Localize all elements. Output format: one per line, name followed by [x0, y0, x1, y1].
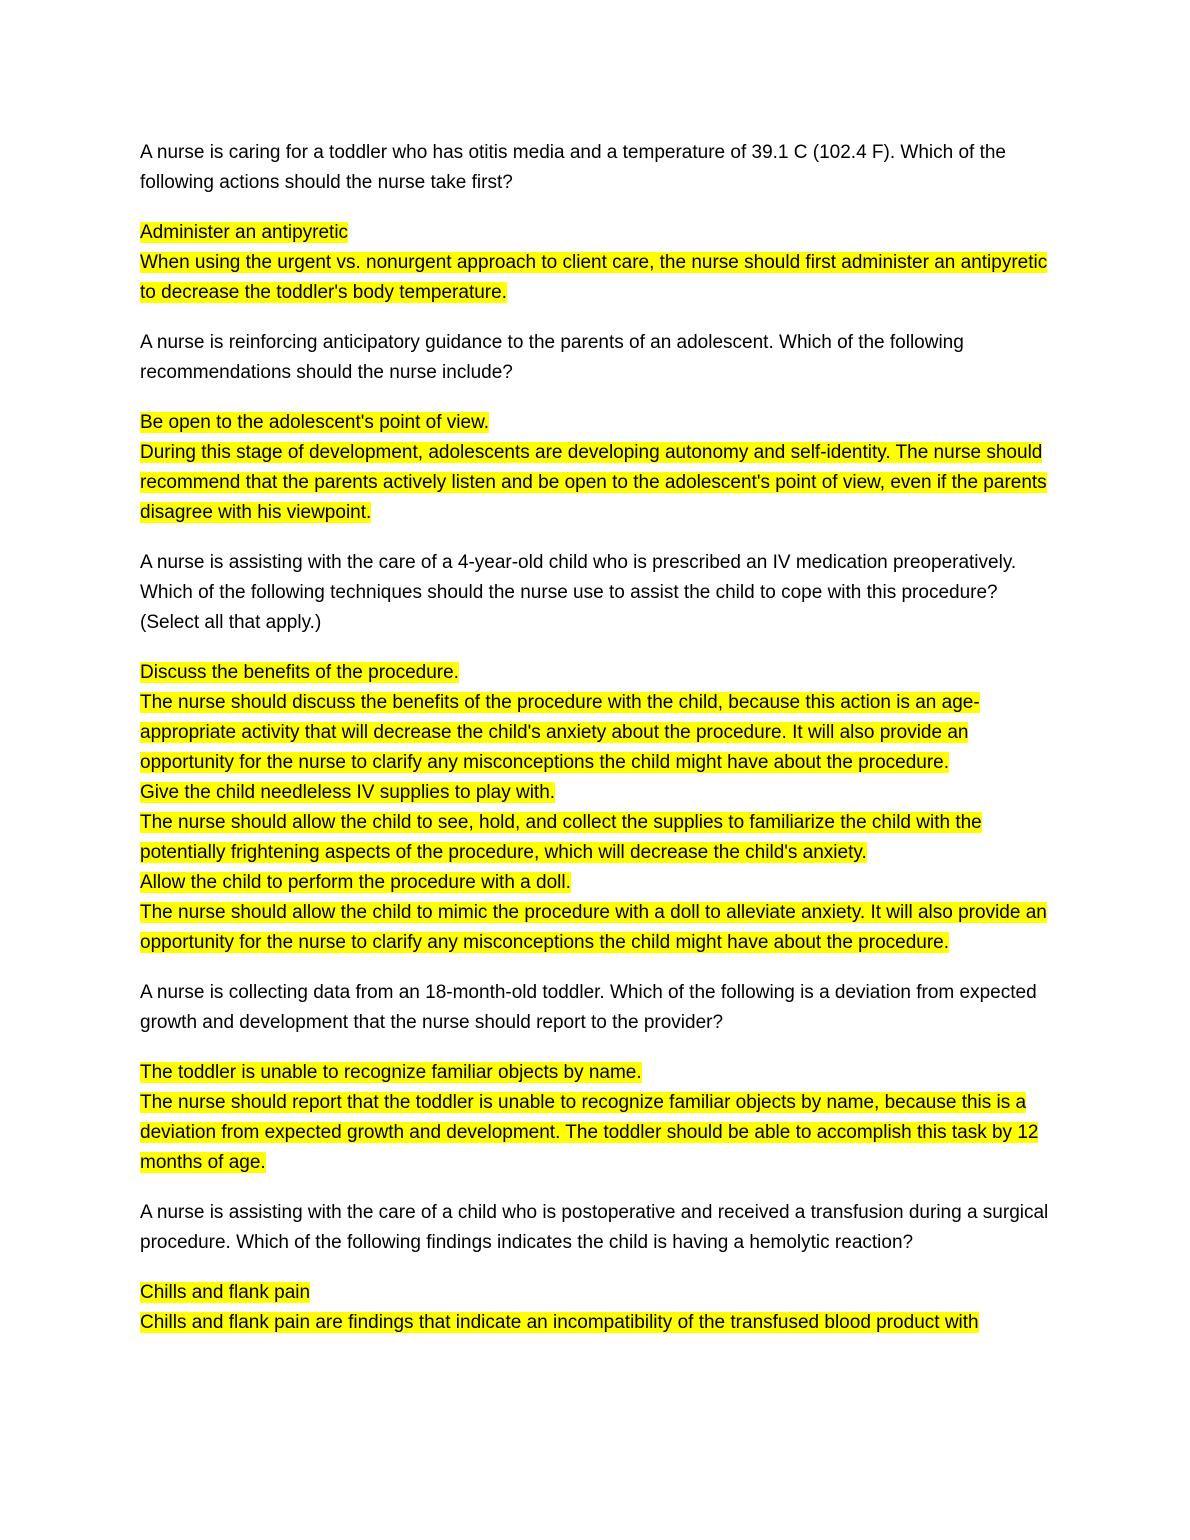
answer-choice: Be open to the adolescent's point of view.: [140, 412, 490, 433]
answer-choice: The toddler is unable to recognize familiar objects by name.: [140, 1062, 642, 1083]
answer-choice: Give the child needleless IV supplies to play with.: [140, 782, 556, 803]
answer-rationale: The nurse should discuss the benefits of the procedure with the child, because this action is an age-appropriate activity that will decrease the child's anxiety about the procedure. It will also provide an opportunity for the nurse to clarify any misconceptions the child might have about the procedure.: [140, 692, 980, 773]
question-1: A nurse is caring for a toddler who has otitis media and a temperature of 39.1 C (102.4 F). Which of the following actions should the nurse take first?: [140, 142, 1007, 193]
answer-choice: Discuss the benefits of the procedure.: [140, 662, 459, 683]
question-2: A nurse is reinforcing anticipatory guidance to the parents of an adolescent. Which of the following recommendations should the nurse include?: [140, 332, 964, 383]
question-3: A nurse is assisting with the care of a 4-year-old child who is prescribed an IV medication preoperatively. Which of the following techniques should the nurse use to assist the child to cope with this procedure? (Select all that apply.): [140, 552, 1017, 633]
answer-rationale: The nurse should allow the child to see, hold, and collect the supplies to familiarize the child with the potentially frightening aspects of the procedure, which will decrease the child's anxiety.: [140, 812, 982, 863]
answer-choice: Administer an antipyretic: [140, 222, 349, 243]
answer-rationale: The nurse should report that the toddler is unable to recognize familiar objects by name, because this is a deviation from expected growth and development. The toddler should be able to accomplish this task by 12 months of age.: [140, 1092, 1039, 1173]
answer-rationale: During this stage of development, adolescents are developing autonomy and self-identity. The nurse should recommend that the parents actively listen and be open to the adolescent's point of view, even if the parents disagree with his viewpoint.: [140, 442, 1047, 523]
question-4: A nurse is collecting data from an 18-month-old toddler. Which of the following is a deviation from expected growth and development that the nurse should report to the provider?: [140, 982, 1037, 1033]
answer-block-3: [140, 658, 1052, 958]
answer-block-1: [140, 218, 1052, 308]
answer-rationale: Chills and flank pain are findings that indicate an incompatibility of the transfused blood product with: [140, 1312, 979, 1333]
answer-block-4: [140, 1058, 1052, 1178]
question-5: A nurse is assisting with the care of a child who is postoperative and received a transfusion during a surgical procedure. Which of the following findings indicates the child is having a hemolytic reaction?: [140, 1202, 1049, 1253]
answer-block-2: [140, 408, 1052, 528]
answer-block-5: [140, 1278, 1052, 1338]
answer-choice: Chills and flank pain: [140, 1282, 311, 1303]
answer-rationale: The nurse should allow the child to mimic the procedure with a doll to alleviate anxiety. It will also provide an opportunity for the nurse to clarify any misconceptions the child might have about the procedure.: [140, 902, 1047, 953]
document-page: [140, 138, 1052, 1358]
answer-choice: Allow the child to perform the procedure with a doll.: [140, 872, 571, 893]
answer-rationale: When using the urgent vs. nonurgent approach to client care, the nurse should first administer an antipyretic to decrease the toddler's body temperature.: [140, 252, 1048, 303]
